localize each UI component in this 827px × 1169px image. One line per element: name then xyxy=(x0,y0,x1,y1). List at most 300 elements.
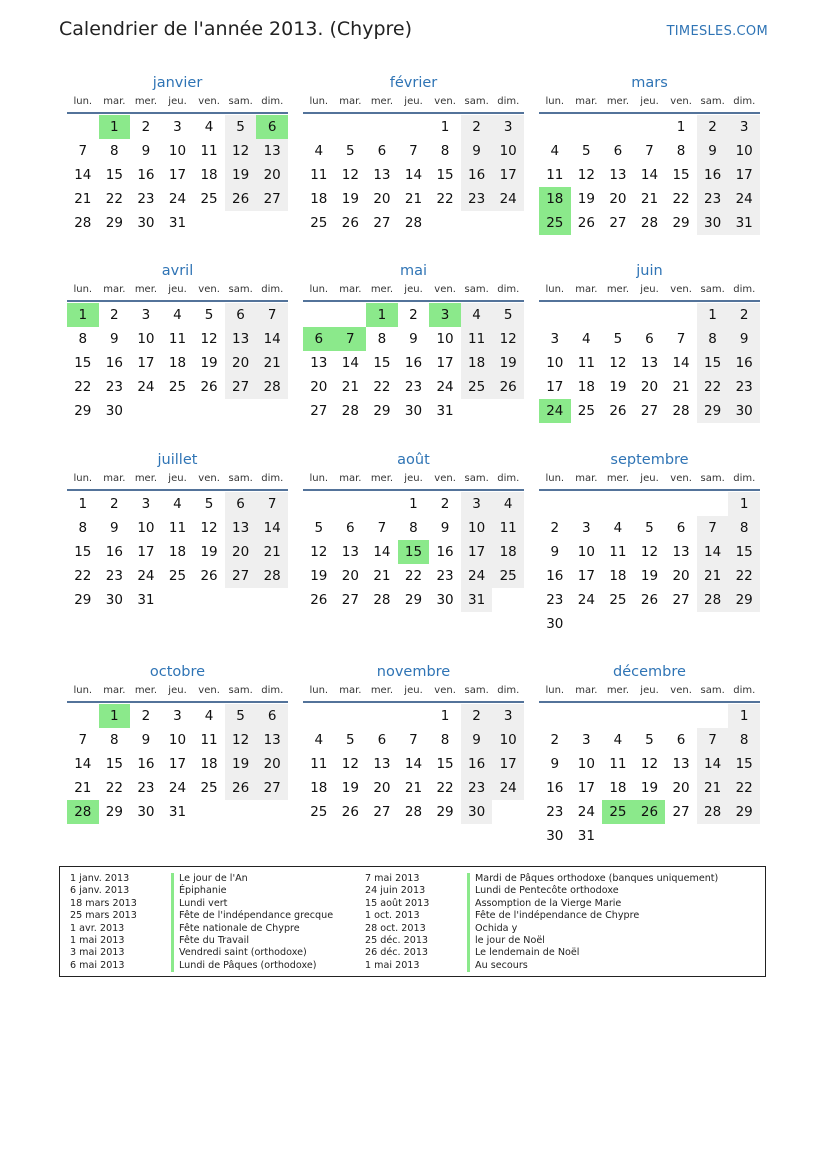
day-cell[interactable]: 19 xyxy=(577,191,595,207)
day-cell[interactable]: 22 xyxy=(74,568,92,584)
day-cell[interactable]: 1 xyxy=(728,704,760,728)
holiday-day-cell[interactable]: 3 xyxy=(429,303,461,327)
day-cell[interactable]: 12 xyxy=(225,139,257,163)
day-cell[interactable]: 21 xyxy=(341,379,359,395)
day-cell[interactable]: 14 xyxy=(373,544,391,560)
day-cell[interactable]: 25 xyxy=(461,375,493,399)
day-cell[interactable]: 5 xyxy=(346,143,355,159)
day-cell[interactable]: 3 xyxy=(728,115,760,139)
day-cell[interactable]: 18 xyxy=(310,780,328,796)
holiday-day-cell[interactable]: 18 xyxy=(539,187,571,211)
day-cell[interactable]: 30 xyxy=(137,215,155,231)
day-cell[interactable]: 26 xyxy=(225,187,257,211)
day-cell[interactable]: 8 xyxy=(728,516,760,540)
day-cell[interactable]: 8 xyxy=(440,732,450,748)
day-cell[interactable]: 21 xyxy=(404,780,423,796)
day-cell[interactable]: 29 xyxy=(436,804,454,820)
holiday-day-cell[interactable]: 1 xyxy=(99,704,131,728)
day-cell[interactable]: 7 xyxy=(697,728,729,752)
holiday-day-cell[interactable]: 25 xyxy=(539,211,571,235)
day-cell[interactable]: 30 xyxy=(461,800,493,824)
day-cell[interactable]: 25 xyxy=(310,804,328,820)
day-cell[interactable]: 7 xyxy=(697,516,729,540)
day-cell[interactable]: 6 xyxy=(377,732,387,748)
day-cell[interactable]: 2 xyxy=(141,119,151,135)
day-cell[interactable]: 18 xyxy=(577,379,595,395)
day-cell[interactable]: 23 xyxy=(137,780,155,796)
day-cell[interactable]: 24 xyxy=(492,776,524,800)
day-cell[interactable]: 29 xyxy=(105,804,123,820)
day-cell[interactable]: 4 xyxy=(204,119,214,135)
day-cell[interactable]: 4 xyxy=(314,732,324,748)
day-cell[interactable]: 12 xyxy=(640,544,659,560)
day-cell[interactable]: 24 xyxy=(436,379,454,395)
day-cell[interactable]: 14 xyxy=(404,756,423,772)
day-cell[interactable]: 25 xyxy=(168,568,187,584)
day-cell[interactable]: 22 xyxy=(105,780,123,796)
day-cell[interactable]: 13 xyxy=(672,544,690,560)
day-cell[interactable]: 27 xyxy=(341,592,359,608)
day-cell[interactable]: 8 xyxy=(676,143,686,159)
day-cell[interactable]: 29 xyxy=(373,403,391,419)
day-cell[interactable]: 9 xyxy=(141,732,151,748)
day-cell[interactable]: 2 xyxy=(550,732,560,748)
day-cell[interactable]: 1 xyxy=(78,496,88,512)
day-cell[interactable]: 21 xyxy=(256,351,288,375)
day-cell[interactable]: 27 xyxy=(225,564,257,588)
day-cell[interactable]: 16 xyxy=(137,167,155,183)
day-cell[interactable]: 9 xyxy=(550,544,560,560)
day-cell[interactable]: 5 xyxy=(204,307,214,323)
day-cell[interactable]: 4 xyxy=(582,331,591,347)
day-cell[interactable]: 19 xyxy=(225,752,257,776)
day-cell[interactable]: 12 xyxy=(492,327,524,351)
day-cell[interactable]: 21 xyxy=(640,191,659,207)
day-cell[interactable]: 21 xyxy=(373,568,391,584)
day-cell[interactable]: 15 xyxy=(105,167,123,183)
day-cell[interactable]: 26 xyxy=(640,592,659,608)
day-cell[interactable]: 4 xyxy=(613,732,623,748)
day-cell[interactable]: 20 xyxy=(672,780,690,796)
day-cell[interactable]: 16 xyxy=(404,355,423,371)
day-cell[interactable]: 23 xyxy=(728,375,760,399)
day-cell[interactable]: 22 xyxy=(672,191,690,207)
day-cell[interactable]: 19 xyxy=(609,379,627,395)
day-cell[interactable]: 12 xyxy=(225,728,257,752)
day-cell[interactable]: 13 xyxy=(373,167,391,183)
day-cell[interactable]: 29 xyxy=(697,399,729,423)
day-cell[interactable]: 28 xyxy=(256,564,288,588)
day-cell[interactable]: 5 xyxy=(645,520,654,536)
day-cell[interactable]: 14 xyxy=(341,355,359,371)
day-cell[interactable]: 29 xyxy=(74,403,92,419)
day-cell[interactable]: 31 xyxy=(461,588,493,612)
day-cell[interactable]: 17 xyxy=(577,780,595,796)
day-cell[interactable]: 12 xyxy=(577,167,595,183)
day-cell[interactable]: 14 xyxy=(640,167,659,183)
day-cell[interactable]: 13 xyxy=(672,756,690,772)
day-cell[interactable]: 3 xyxy=(550,331,560,347)
day-cell[interactable]: 7 xyxy=(78,732,88,748)
day-cell[interactable]: 2 xyxy=(550,520,560,536)
day-cell[interactable]: 24 xyxy=(137,379,155,395)
day-cell[interactable]: 28 xyxy=(404,804,423,820)
day-cell[interactable]: 1 xyxy=(409,496,418,512)
day-cell[interactable]: 26 xyxy=(200,379,218,395)
day-cell[interactable]: 14 xyxy=(74,756,92,772)
holiday-day-cell[interactable]: 6 xyxy=(256,115,288,139)
day-cell[interactable]: 1 xyxy=(440,119,450,135)
day-cell[interactable]: 31 xyxy=(728,211,760,235)
day-cell[interactable]: 2 xyxy=(728,303,760,327)
day-cell[interactable]: 17 xyxy=(137,355,155,371)
day-cell[interactable]: 25 xyxy=(200,780,218,796)
day-cell[interactable]: 8 xyxy=(728,728,760,752)
day-cell[interactable]: 17 xyxy=(168,756,187,772)
day-cell[interactable]: 9 xyxy=(461,728,493,752)
day-cell[interactable]: 4 xyxy=(461,303,493,327)
day-cell[interactable]: 10 xyxy=(728,139,760,163)
day-cell[interactable]: 9 xyxy=(461,139,493,163)
day-cell[interactable]: 17 xyxy=(436,355,454,371)
day-cell[interactable]: 14 xyxy=(697,540,729,564)
day-cell[interactable]: 11 xyxy=(461,327,493,351)
day-cell[interactable]: 19 xyxy=(341,191,359,207)
holiday-day-cell[interactable]: 26 xyxy=(634,800,666,824)
day-cell[interactable]: 19 xyxy=(200,355,218,371)
day-cell[interactable]: 30 xyxy=(436,592,454,608)
day-cell[interactable]: 16 xyxy=(137,756,155,772)
day-cell[interactable]: 11 xyxy=(577,355,595,371)
day-cell[interactable]: 12 xyxy=(341,756,359,772)
day-cell[interactable]: 14 xyxy=(672,355,690,371)
day-cell[interactable]: 18 xyxy=(461,351,493,375)
day-cell[interactable]: 25 xyxy=(310,215,328,231)
day-cell[interactable]: 19 xyxy=(225,163,257,187)
day-cell[interactable]: 24 xyxy=(577,592,595,608)
holiday-day-cell[interactable]: 25 xyxy=(602,800,634,824)
day-cell[interactable]: 31 xyxy=(168,804,187,820)
day-cell[interactable]: 11 xyxy=(609,756,627,772)
day-cell[interactable]: 10 xyxy=(168,143,187,159)
day-cell[interactable]: 6 xyxy=(346,520,355,536)
day-cell[interactable]: 27 xyxy=(672,592,690,608)
day-cell[interactable]: 15 xyxy=(436,756,454,772)
day-cell[interactable]: 16 xyxy=(436,544,454,560)
day-cell[interactable]: 23 xyxy=(137,191,155,207)
day-cell[interactable]: 8 xyxy=(697,327,729,351)
holiday-day-cell[interactable]: 7 xyxy=(335,327,367,351)
day-cell[interactable]: 31 xyxy=(436,403,454,419)
day-cell[interactable]: 22 xyxy=(436,780,454,796)
day-cell[interactable]: 5 xyxy=(613,331,623,347)
day-cell[interactable]: 27 xyxy=(640,403,659,419)
day-cell[interactable]: 25 xyxy=(200,191,218,207)
day-cell[interactable]: 10 xyxy=(577,756,595,772)
day-cell[interactable]: 25 xyxy=(577,403,595,419)
day-cell[interactable]: 22 xyxy=(697,375,729,399)
day-cell[interactable]: 9 xyxy=(550,756,560,772)
day-cell[interactable]: 6 xyxy=(676,520,686,536)
day-cell[interactable]: 30 xyxy=(137,804,155,820)
day-cell[interactable]: 27 xyxy=(310,403,328,419)
day-cell[interactable]: 28 xyxy=(74,215,92,231)
day-cell[interactable]: 16 xyxy=(105,355,123,371)
day-cell[interactable]: 4 xyxy=(550,143,560,159)
day-cell[interactable]: 19 xyxy=(200,544,218,560)
day-cell[interactable]: 15 xyxy=(373,355,391,371)
day-cell[interactable]: 7 xyxy=(377,520,387,536)
day-cell[interactable]: 13 xyxy=(373,756,391,772)
day-cell[interactable]: 29 xyxy=(105,215,123,231)
day-cell[interactable]: 8 xyxy=(440,143,450,159)
day-cell[interactable]: 17 xyxy=(492,163,524,187)
day-cell[interactable]: 31 xyxy=(168,215,187,231)
day-cell[interactable]: 8 xyxy=(78,331,88,347)
day-cell[interactable]: 26 xyxy=(341,215,359,231)
day-cell[interactable]: 29 xyxy=(728,588,760,612)
day-cell[interactable]: 10 xyxy=(436,331,454,347)
day-cell[interactable]: 27 xyxy=(373,804,391,820)
day-cell[interactable]: 23 xyxy=(461,776,493,800)
day-cell[interactable]: 15 xyxy=(105,756,123,772)
day-cell[interactable]: 7 xyxy=(409,732,418,748)
day-cell[interactable]: 12 xyxy=(341,167,359,183)
day-cell[interactable]: 19 xyxy=(640,780,659,796)
day-cell[interactable]: 10 xyxy=(577,544,595,560)
day-cell[interactable]: 4 xyxy=(204,708,214,724)
day-cell[interactable]: 12 xyxy=(310,544,328,560)
day-cell[interactable]: 2 xyxy=(110,496,119,512)
day-cell[interactable]: 9 xyxy=(440,520,450,536)
day-cell[interactable]: 10 xyxy=(546,355,564,371)
day-cell[interactable]: 17 xyxy=(492,752,524,776)
day-cell[interactable]: 24 xyxy=(461,564,493,588)
brand-logo-text[interactable]: TIMESLES.COM xyxy=(666,24,768,39)
day-cell[interactable]: 1 xyxy=(697,303,729,327)
day-cell[interactable]: 11 xyxy=(168,520,187,536)
day-cell[interactable]: 7 xyxy=(256,303,288,327)
day-cell[interactable]: 5 xyxy=(225,115,257,139)
day-cell[interactable]: 7 xyxy=(676,331,686,347)
day-cell[interactable]: 9 xyxy=(110,331,119,347)
day-cell[interactable]: 30 xyxy=(697,211,729,235)
day-cell[interactable]: 1 xyxy=(728,492,760,516)
day-cell[interactable]: 8 xyxy=(110,732,119,748)
day-cell[interactable]: 24 xyxy=(728,187,760,211)
day-cell[interactable]: 27 xyxy=(256,187,288,211)
day-cell[interactable]: 15 xyxy=(697,351,729,375)
day-cell[interactable]: 10 xyxy=(168,732,187,748)
day-cell[interactable]: 24 xyxy=(168,780,187,796)
day-cell[interactable]: 5 xyxy=(204,496,214,512)
day-cell[interactable]: 8 xyxy=(409,520,418,536)
day-cell[interactable]: 22 xyxy=(728,776,760,800)
day-cell[interactable]: 19 xyxy=(640,568,659,584)
day-cell[interactable]: 13 xyxy=(310,355,328,371)
day-cell[interactable]: 12 xyxy=(640,756,659,772)
day-cell[interactable]: 13 xyxy=(609,167,627,183)
day-cell[interactable]: 15 xyxy=(74,544,92,560)
day-cell[interactable]: 28 xyxy=(404,215,423,231)
day-cell[interactable]: 7 xyxy=(409,143,418,159)
day-cell[interactable]: 5 xyxy=(346,732,355,748)
day-cell[interactable]: 20 xyxy=(225,540,257,564)
day-cell[interactable]: 3 xyxy=(492,704,524,728)
day-cell[interactable]: 26 xyxy=(310,592,328,608)
day-cell[interactable]: 31 xyxy=(137,592,155,608)
day-cell[interactable]: 22 xyxy=(373,379,391,395)
day-cell[interactable]: 16 xyxy=(461,752,493,776)
day-cell[interactable]: 6 xyxy=(225,492,257,516)
day-cell[interactable]: 10 xyxy=(492,139,524,163)
day-cell[interactable]: 9 xyxy=(110,520,119,536)
day-cell[interactable]: 28 xyxy=(341,403,359,419)
day-cell[interactable]: 30 xyxy=(546,616,564,632)
day-cell[interactable]: 20 xyxy=(341,568,359,584)
day-cell[interactable]: 15 xyxy=(728,540,760,564)
day-cell[interactable]: 19 xyxy=(492,351,524,375)
day-cell[interactable]: 6 xyxy=(613,143,623,159)
day-cell[interactable]: 13 xyxy=(256,728,288,752)
day-cell[interactable]: 15 xyxy=(74,355,92,371)
day-cell[interactable]: 19 xyxy=(341,780,359,796)
day-cell[interactable]: 9 xyxy=(409,331,418,347)
day-cell[interactable]: 26 xyxy=(577,215,595,231)
day-cell[interactable]: 6 xyxy=(377,143,387,159)
day-cell[interactable]: 11 xyxy=(200,732,218,748)
day-cell[interactable]: 17 xyxy=(168,167,187,183)
day-cell[interactable]: 22 xyxy=(105,191,123,207)
day-cell[interactable]: 19 xyxy=(310,568,328,584)
day-cell[interactable]: 14 xyxy=(697,752,729,776)
day-cell[interactable]: 22 xyxy=(728,564,760,588)
day-cell[interactable]: 29 xyxy=(672,215,690,231)
day-cell[interactable]: 24 xyxy=(168,191,187,207)
day-cell[interactable]: 28 xyxy=(373,592,391,608)
day-cell[interactable]: 7 xyxy=(78,143,88,159)
day-cell[interactable]: 5 xyxy=(225,704,257,728)
holiday-day-cell[interactable]: 1 xyxy=(67,303,99,327)
day-cell[interactable]: 28 xyxy=(672,403,690,419)
day-cell[interactable]: 13 xyxy=(225,327,257,351)
day-cell[interactable]: 15 xyxy=(436,167,454,183)
day-cell[interactable]: 2 xyxy=(697,115,729,139)
day-cell[interactable]: 20 xyxy=(640,379,659,395)
day-cell[interactable]: 25 xyxy=(492,564,524,588)
day-cell[interactable]: 23 xyxy=(546,592,564,608)
day-cell[interactable]: 23 xyxy=(697,187,729,211)
day-cell[interactable]: 31 xyxy=(577,828,595,844)
day-cell[interactable]: 13 xyxy=(341,544,359,560)
day-cell[interactable]: 20 xyxy=(310,379,328,395)
day-cell[interactable]: 27 xyxy=(672,804,690,820)
holiday-day-cell[interactable]: 1 xyxy=(366,303,398,327)
day-cell[interactable]: 26 xyxy=(492,375,524,399)
day-cell[interactable]: 12 xyxy=(609,355,627,371)
day-cell[interactable]: 9 xyxy=(141,143,151,159)
day-cell[interactable]: 3 xyxy=(461,492,493,516)
day-cell[interactable]: 6 xyxy=(256,704,288,728)
day-cell[interactable]: 18 xyxy=(200,167,218,183)
day-cell[interactable]: 16 xyxy=(546,780,564,796)
day-cell[interactable]: 30 xyxy=(728,399,760,423)
day-cell[interactable]: 23 xyxy=(105,379,123,395)
day-cell[interactable]: 30 xyxy=(546,828,564,844)
day-cell[interactable]: 20 xyxy=(225,351,257,375)
day-cell[interactable]: 3 xyxy=(173,708,182,724)
day-cell[interactable]: 6 xyxy=(645,331,654,347)
day-cell[interactable]: 28 xyxy=(697,800,729,824)
day-cell[interactable]: 1 xyxy=(440,708,450,724)
day-cell[interactable]: 3 xyxy=(582,520,591,536)
day-cell[interactable]: 18 xyxy=(609,780,627,796)
day-cell[interactable]: 22 xyxy=(404,568,423,584)
day-cell[interactable]: 28 xyxy=(640,215,659,231)
day-cell[interactable]: 2 xyxy=(110,307,119,323)
day-cell[interactable]: 11 xyxy=(609,544,627,560)
day-cell[interactable]: 24 xyxy=(577,804,595,820)
day-cell[interactable]: 27 xyxy=(256,776,288,800)
day-cell[interactable]: 8 xyxy=(110,143,119,159)
day-cell[interactable]: 12 xyxy=(200,520,218,536)
day-cell[interactable]: 30 xyxy=(105,403,123,419)
day-cell[interactable]: 21 xyxy=(697,776,729,800)
day-cell[interactable]: 27 xyxy=(373,215,391,231)
day-cell[interactable]: 16 xyxy=(105,544,123,560)
day-cell[interactable]: 5 xyxy=(492,303,524,327)
day-cell[interactable]: 18 xyxy=(492,540,524,564)
day-cell[interactable]: 2 xyxy=(440,496,450,512)
day-cell[interactable]: 18 xyxy=(310,191,328,207)
day-cell[interactable]: 17 xyxy=(461,540,493,564)
day-cell[interactable]: 23 xyxy=(436,568,454,584)
day-cell[interactable]: 22 xyxy=(436,191,454,207)
day-cell[interactable]: 18 xyxy=(168,544,187,560)
day-cell[interactable]: 6 xyxy=(225,303,257,327)
day-cell[interactable]: 14 xyxy=(74,167,92,183)
day-cell[interactable]: 10 xyxy=(461,516,493,540)
day-cell[interactable]: 20 xyxy=(256,163,288,187)
day-cell[interactable]: 11 xyxy=(200,143,218,159)
day-cell[interactable]: 17 xyxy=(577,568,595,584)
day-cell[interactable]: 20 xyxy=(256,752,288,776)
day-cell[interactable]: 24 xyxy=(137,568,155,584)
day-cell[interactable]: 18 xyxy=(200,756,218,772)
day-cell[interactable]: 4 xyxy=(492,492,524,516)
day-cell[interactable]: 3 xyxy=(173,119,182,135)
day-cell[interactable]: 29 xyxy=(404,592,423,608)
day-cell[interactable]: 8 xyxy=(78,520,88,536)
day-cell[interactable]: 5 xyxy=(314,520,324,536)
day-cell[interactable]: 21 xyxy=(256,540,288,564)
day-cell[interactable]: 3 xyxy=(141,496,151,512)
day-cell[interactable]: 9 xyxy=(697,139,729,163)
day-cell[interactable]: 16 xyxy=(728,351,760,375)
day-cell[interactable]: 17 xyxy=(546,379,564,395)
day-cell[interactable]: 20 xyxy=(373,191,391,207)
day-cell[interactable]: 13 xyxy=(256,139,288,163)
day-cell[interactable]: 24 xyxy=(492,187,524,211)
day-cell[interactable]: 13 xyxy=(225,516,257,540)
day-cell[interactable]: 2 xyxy=(461,704,493,728)
day-cell[interactable]: 30 xyxy=(105,592,123,608)
day-cell[interactable]: 23 xyxy=(461,187,493,211)
holiday-day-cell[interactable]: 1 xyxy=(99,115,131,139)
day-cell[interactable]: 21 xyxy=(74,780,92,796)
day-cell[interactable]: 5 xyxy=(582,143,591,159)
day-cell[interactable]: 28 xyxy=(697,588,729,612)
